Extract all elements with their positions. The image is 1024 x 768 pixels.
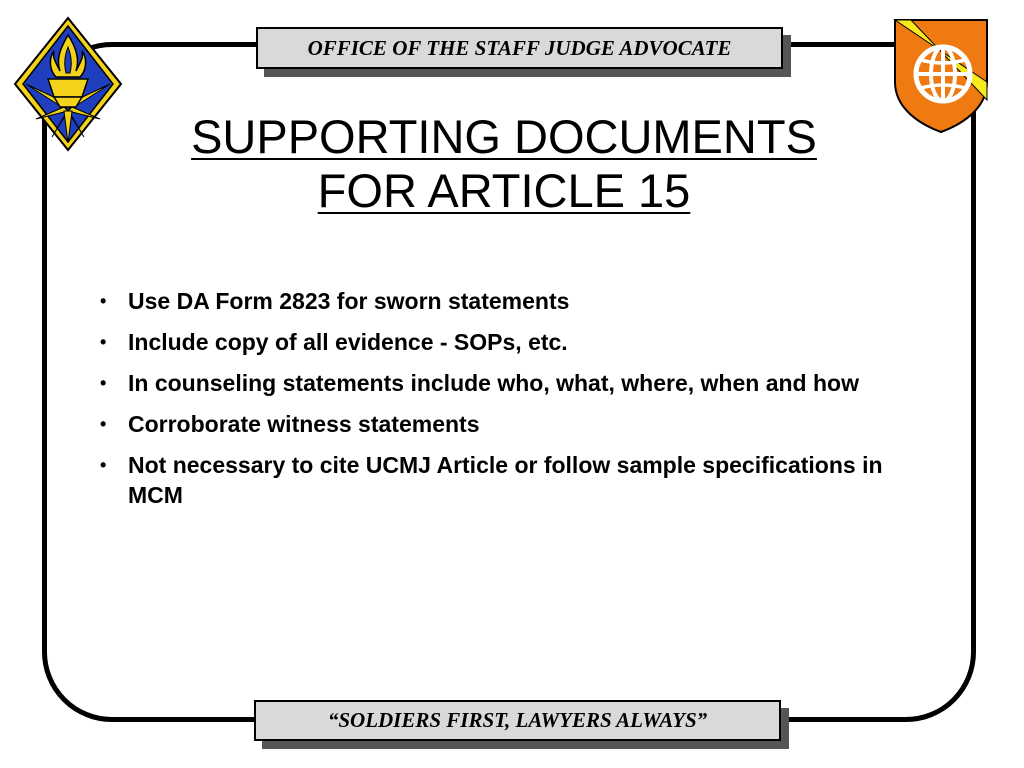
- bullet-text: Include copy of all evidence - SOPs, etc.: [128, 329, 568, 355]
- header-banner: [256, 27, 783, 69]
- bullet-item: [100, 450, 920, 510]
- bullet-item: [100, 368, 920, 398]
- bullet-dot-icon: •: [100, 414, 107, 434]
- motto-label: “SOLDIERS FIRST, LAWYERS ALWAYS”: [327, 708, 708, 732]
- bullet-text: Corroborate witness statements: [128, 411, 480, 437]
- bullet-dot-icon: •: [100, 332, 107, 352]
- bullet-text: Use DA Form 2823 for sworn statements: [128, 288, 570, 314]
- footer-banner: [254, 700, 781, 741]
- bullet-dot-icon: •: [100, 291, 107, 311]
- bullet-text: In counseling statements include who, what, where, when and how: [128, 370, 859, 396]
- title-line-2: FOR ARTICLE 15: [317, 164, 691, 217]
- bullet-list: [100, 286, 920, 521]
- bullet-item: [100, 409, 920, 439]
- bullet-item: [100, 327, 920, 357]
- bullet-text: Not necessary to cite UCMJ Article or follow sample specifications in MCM: [128, 452, 883, 508]
- bullet-dot-icon: •: [100, 373, 107, 393]
- bullet-item: [100, 286, 920, 316]
- bullet-dot-icon: •: [100, 455, 107, 475]
- slide-title: [100, 110, 908, 218]
- title-line-1: SUPPORTING DOCUMENTS: [191, 110, 817, 163]
- office-label: OFFICE OF THE STAFF JUDGE ADVOCATE: [307, 35, 732, 60]
